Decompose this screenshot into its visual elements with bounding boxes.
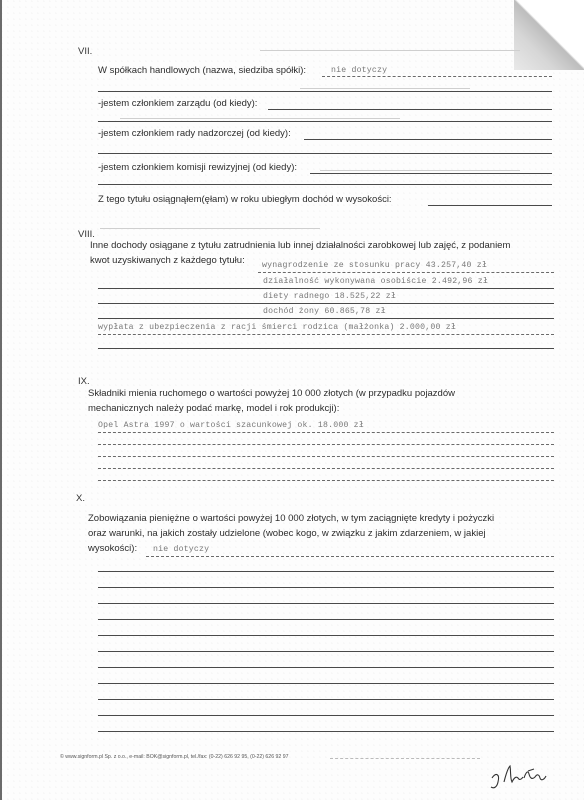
bleed-line (120, 118, 400, 119)
bleed-line (300, 88, 470, 89)
income-line (428, 205, 552, 206)
companies-line-2 (98, 91, 552, 92)
liabilities-text-line-3: wysokości): (88, 543, 138, 554)
board-member-label: -jestem członkiem zarządu (od kiedy): (98, 98, 258, 109)
movable-property-text (88, 386, 558, 416)
liabilities-line (98, 667, 554, 668)
income-label: Z tego tytułu osiągnąłem(ęłam) w roku ubiegłym dochód w wysokości: (98, 194, 392, 205)
liabilities-text-line-2: oraz warunki, na jakich zostały udzielone (wobec kogo, w związku z jakim zdarzeniem, w jakiej (88, 528, 486, 539)
income-line (98, 288, 554, 289)
income-entry-councillor-allowance: diety radnego 18.525,22 zł (263, 292, 396, 301)
other-income-text-line-2: kwot uzyskiwanych z każdego tytułu: (90, 255, 245, 266)
income-line (98, 334, 554, 335)
companies-value: nie dotyczy (331, 66, 388, 75)
board-member-line (268, 109, 552, 110)
liabilities-line (98, 635, 554, 636)
footer-text: © www.signform.pl Sp. z o.o., e-mail: BOK@signform.pl, tel./fax: (0-22) 626 92 95, (0-22) 626 92 97 (60, 754, 289, 760)
movable-property-text-line-2: mechanicznych należy podać markę, model i rok produkcji): (88, 403, 340, 414)
movable-property-value: Opel Astra 1997 o wartości szacunkowej ok. 18.000 zł (98, 421, 364, 430)
liabilities-line (98, 571, 554, 572)
income-entry-insurance-payout: wypłata z ubezpieczenia z racji śmierci rodzica (małżonka) 2.000,00 zł (98, 323, 456, 332)
bleed-line (100, 228, 320, 229)
liabilities-line (98, 651, 554, 652)
scan-edge (0, 0, 2, 800)
liabilities-value: nie dotyczy (153, 545, 210, 554)
section-x-number: X. (76, 493, 85, 504)
bleed-line (320, 170, 520, 171)
movable-property-text-line-1: Składniki mienia ruchomego o wartości powyżej 10 000 złotych (w przypadku pojazdów (88, 388, 455, 399)
income-line (258, 272, 554, 273)
property-line (98, 456, 554, 457)
income-line (98, 318, 554, 319)
footer-line (330, 758, 480, 759)
audit-committee-line-2 (98, 184, 552, 185)
supervisory-board-line-2 (98, 153, 552, 154)
liabilities-line (98, 683, 554, 684)
liabilities-line (98, 587, 554, 588)
companies-line (322, 76, 552, 77)
board-member-line-2 (98, 121, 552, 122)
companies-label: W spółkach handlowych (nazwa, siedziba spółki): (98, 65, 307, 76)
other-income-text-line-1: Inne dochody osiągane z tytułu zatrudnienia lub innej działalności zarobkowej lub zajęć, z podaniem (90, 240, 511, 251)
income-entry-salary: wynagrodzenie ze stosunku pracy 43.257,40 zł (262, 261, 487, 270)
liabilities-line (98, 715, 554, 716)
income-entry-spouse-income: dochód żony 60.865,78 zł (263, 307, 386, 316)
liabilities-line (98, 619, 554, 620)
liabilities-line (146, 556, 554, 557)
income-entry-self-employment: działalność wykonywana osobiście 2.492,96 zł (263, 277, 488, 286)
audit-committee-line (310, 173, 552, 174)
supervisory-board-line (304, 139, 552, 140)
audit-committee-label: -jestem członkiem komisji rewizyjnej (od kiedy): (98, 162, 298, 173)
handwritten-signature (488, 760, 558, 792)
income-line (98, 348, 554, 349)
liabilities-line (98, 603, 554, 604)
liabilities-text-line-1: Zobowiązania pieniężne o wartości powyżej 10 000 złotych, w tym zaciągnięte kredyty i pożyczki (88, 513, 495, 524)
property-line (98, 444, 554, 445)
section-vii-number: VII. (78, 46, 93, 57)
income-line (98, 303, 554, 304)
section-viii-number: VIII. (78, 229, 95, 240)
folded-corner (514, 0, 584, 70)
property-line (98, 480, 554, 481)
liabilities-line (98, 731, 554, 732)
bleed-line (260, 50, 520, 51)
section-ix-number: IX. (78, 376, 90, 387)
property-line (98, 468, 554, 469)
liabilities-line (98, 699, 554, 700)
property-line (98, 432, 554, 433)
supervisory-board-label: -jestem członkiem rady nadzorczej (od kiedy): (98, 128, 291, 139)
